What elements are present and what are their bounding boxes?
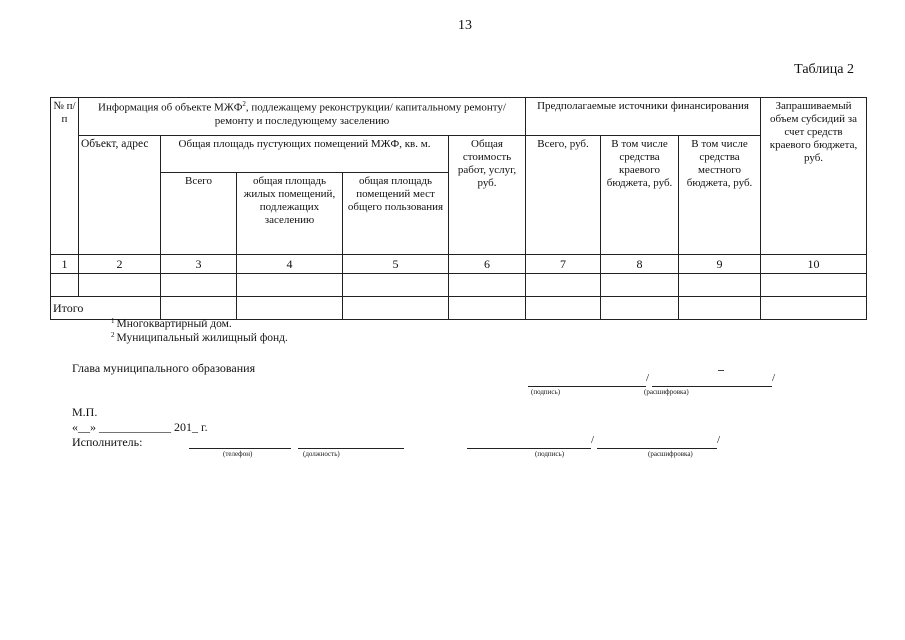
- header-regional: В том числе средства краевого бюджета, руб.: [601, 136, 679, 255]
- head-decode-line[interactable]: [652, 386, 772, 387]
- header-area-common: общая площадь помещений мест общего пользования: [343, 173, 449, 255]
- caption-sign: (подпись): [535, 450, 565, 458]
- page-number: 13: [458, 18, 472, 33]
- caption-decode: (расшифровка): [648, 450, 693, 458]
- header-sources: Предполагаемые источники финансирования: [526, 98, 761, 136]
- footnote-2: [111, 331, 288, 344]
- table-cell: [679, 297, 761, 320]
- table-cell: [449, 274, 526, 297]
- caption-position: (должность): [303, 450, 340, 458]
- header-total-rub: Всего, руб.: [526, 136, 601, 255]
- header-info-sup: 2: [242, 100, 246, 108]
- footnote-text: Муниципальный жилищный фонд.: [116, 332, 288, 344]
- header-area: Общая площадь пустующих помещений МЖФ, кв. м.: [161, 136, 449, 173]
- separator-slash: /: [591, 434, 595, 446]
- header-info-rest: , подлежащему реконструкции/ капитальному ремонту/ремонту и последующему заселению: [214, 101, 506, 127]
- column-number: 9: [679, 255, 761, 274]
- position-line[interactable]: [298, 448, 404, 449]
- column-number: 5: [343, 255, 449, 274]
- executor-signature-line[interactable]: [467, 448, 591, 449]
- header-area-living: общая площадь жилых помещений, подлежащих заселению: [237, 173, 343, 255]
- head-title: Глава муниципального образования: [72, 361, 256, 375]
- total-label: Итого: [51, 297, 161, 320]
- caption-phone: (телефон): [223, 450, 253, 458]
- table-cell: [526, 274, 601, 297]
- header-no: № п/п: [51, 98, 79, 255]
- header-area-total: Всего: [161, 173, 237, 255]
- column-number-row: [51, 255, 867, 274]
- table-cell: [526, 297, 601, 320]
- table-cell: [601, 274, 679, 297]
- footnote-text: Многоквартирный дом.: [116, 318, 232, 330]
- date-line: «__» ____________ 201_ г.: [72, 420, 208, 434]
- funding-table: [50, 97, 867, 320]
- column-number: 10: [761, 255, 867, 274]
- table-cell: [343, 297, 449, 320]
- footnote-mark: 1: [111, 317, 115, 325]
- table-cell: [679, 274, 761, 297]
- table-label: Таблица 2: [794, 62, 854, 77]
- caption-decode: (расшифровка): [644, 388, 689, 396]
- header-row-2: [51, 136, 867, 173]
- dash-mark: [718, 370, 724, 371]
- column-number: 4: [237, 255, 343, 274]
- executor-label: Исполнитель:: [72, 435, 143, 449]
- footnote-1: [111, 317, 232, 330]
- table-cell: [761, 297, 867, 320]
- separator-slash: /: [646, 372, 650, 384]
- table-cell: [343, 274, 449, 297]
- column-number: 2: [79, 255, 161, 274]
- executor-decode-line[interactable]: [597, 448, 717, 449]
- caption-sign: (подпись): [531, 388, 561, 396]
- column-number: 3: [161, 255, 237, 274]
- header-requested: Запрашиваемый объем субсидий за счет средств краевого бюджета, руб.: [761, 98, 867, 255]
- column-number: 1: [51, 255, 79, 274]
- column-number: 7: [526, 255, 601, 274]
- blank-data-row: [51, 274, 867, 297]
- separator-slash: /: [717, 434, 721, 446]
- table-cell: [161, 274, 237, 297]
- table-cell: [237, 297, 343, 320]
- header-row-1: [51, 98, 867, 136]
- column-number: 6: [449, 255, 526, 274]
- footnote-mark: 2: [111, 331, 115, 339]
- table-cell: [449, 297, 526, 320]
- table-cell: [79, 274, 161, 297]
- column-number: 8: [601, 255, 679, 274]
- header-object: Объект, адрес: [79, 136, 161, 255]
- header-object-info: [79, 98, 526, 136]
- header-info-main: Информация об объекте МЖФ: [98, 101, 243, 114]
- header-local: В том числе средства местного бюджета, руб.: [679, 136, 761, 255]
- seal-label: М.П.: [72, 405, 98, 419]
- head-signature-line[interactable]: [528, 386, 646, 387]
- table-cell: [237, 274, 343, 297]
- separator-slash: /: [772, 372, 776, 384]
- header-cost: Общая стоимость работ, услуг, руб.: [449, 136, 526, 255]
- phone-line[interactable]: [189, 448, 291, 449]
- table-cell: [51, 274, 79, 297]
- table-cell: [761, 274, 867, 297]
- table-cell: [601, 297, 679, 320]
